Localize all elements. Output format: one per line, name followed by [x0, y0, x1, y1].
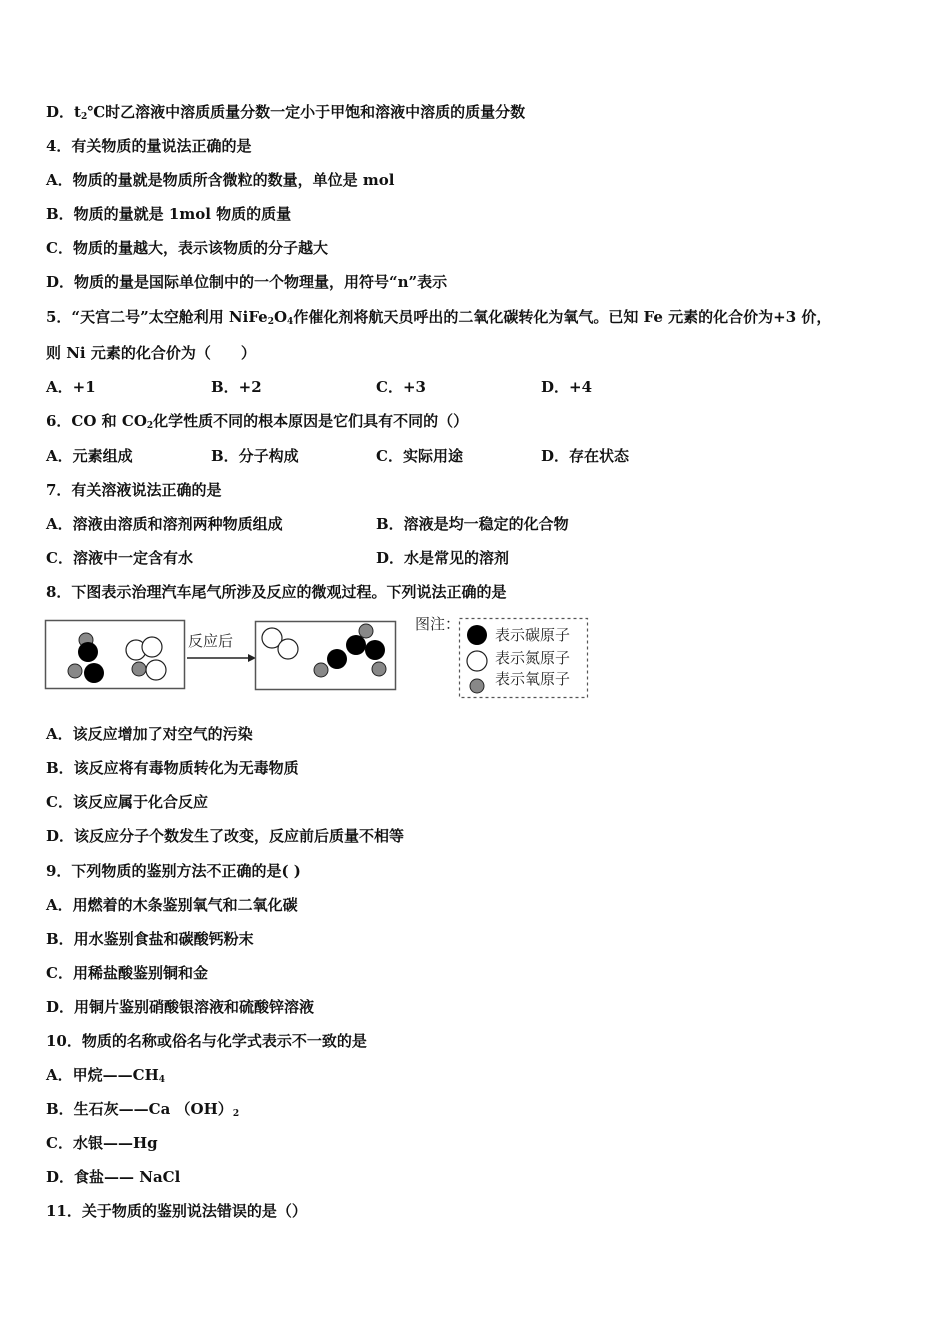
q4-option-c: C．物质的量越大，表示该物质的分子越大: [46, 239, 328, 257]
legend-title: 图注：: [415, 615, 461, 633]
reaction-diagram: [44, 612, 604, 704]
q9-option-c: C．用稀盐酸鉴别铜和金: [46, 964, 208, 982]
q8-option-b: B．该反应将有毒物质转化为无毒物质: [46, 759, 299, 777]
q8-stem: 8．下图表示治理汽车尾气所涉及反应的微观过程。下列说法正确的是: [46, 583, 507, 601]
q9-option-a: A．用燃着的木条鉴别氧气和二氧化碳: [46, 896, 298, 914]
q3-option-d: D．$t_2℃$时乙溶液中溶质质量分数一定小于甲饱和溶液中溶质的质量分数: [46, 103, 526, 122]
q9-option-b: B．用水鉴别食盐和碳酸钙粉末: [46, 930, 254, 948]
q4-option-d: D．物质的量是国际单位制中的一个物理量，用符号“n”表示: [46, 273, 448, 291]
q11-stem: 11．关于物质的鉴别说法错误的是（）: [46, 1202, 307, 1220]
legend-carbon-label: 表示碳原子: [495, 626, 571, 644]
carbon-atom-legend-icon: [467, 625, 487, 645]
oxygen-atom-legend-icon: [470, 679, 484, 693]
q7-option-a: A．溶液由溶质和溶剂两种物质组成: [46, 515, 283, 533]
q8-option-c: C．该反应属于化合反应: [46, 793, 208, 811]
q4-option-a: A．物质的量就是物质所含微粒的数量，单位是 mol: [46, 171, 395, 189]
q9-stem: 9．下列物质的鉴别方法不正确的是( ): [46, 862, 301, 880]
reaction-arrow: [187, 654, 256, 662]
q10-option-b: B．生石灰——Ca $(OH)_2$: [46, 1100, 240, 1119]
q8-option-d: D．该反应分子个数发生了改变，反应前后质量不相等: [46, 827, 405, 845]
q9-option-d: D．用铜片鉴别硝酸银溶液和硫酸锌溶液: [46, 998, 315, 1016]
q6-stem: 6．CO 和 $CO_2$化学性质不同的根本原因是它们具有不同的（）: [46, 412, 469, 431]
q5-option-a: A．+1: [46, 378, 96, 396]
q7-option-d: D．水是常见的溶剂: [376, 549, 510, 567]
legend-nitrogen-label: 表示氮原子: [495, 649, 571, 667]
q5-stem-continued: 则 Ni 元素的化合价为（ ）: [46, 344, 256, 362]
legend-oxygen-label: 表示氧原子: [495, 670, 571, 688]
before-reaction-box: [46, 621, 185, 689]
q10-option-c: C．水银——Hg: [46, 1134, 158, 1152]
q10-option-a: A．甲烷$——CH_4$: [46, 1066, 166, 1085]
arrow-label: 反应后: [188, 632, 234, 650]
q5-stem: 5．“天宫二号”太空舱利用 $NiFe_2O_4$作催化剂将航天员呼出的二氧化碳转化为氧气。已知 Fe 元素的化合价为+3 价，: [46, 308, 832, 327]
q4-stem: 4．有关物质的量说法正确的是: [46, 137, 252, 155]
q6-option-c: C．实际用途: [376, 447, 463, 465]
q7-stem: 7．有关溶液说法正确的是: [46, 481, 222, 499]
q5-option-b: B．+2: [211, 378, 262, 396]
q10-stem: 10．物质的名称或俗名与化学式表示不一致的是: [46, 1032, 367, 1050]
q6-option-d: D．存在状态: [541, 447, 630, 465]
q5-option-c: C．+3: [376, 378, 426, 396]
q8-option-a: A．该反应增加了对空气的污染: [46, 725, 253, 743]
q6-option-b: B．分子构成: [211, 447, 299, 465]
q7-option-b: B．溶液是均一稳定的化合物: [376, 515, 569, 533]
q7-option-c: C．溶液中一定含有水: [46, 549, 193, 567]
q6-option-a: A．元素组成: [46, 447, 133, 465]
nitrogen-atom-legend-icon: [467, 651, 487, 671]
q5-option-d: D．+4: [541, 378, 593, 396]
q4-option-b: B．物质的量就是 1mol 物质的质量: [46, 205, 292, 223]
q10-option-d: D．食盐—— NaCl: [46, 1168, 181, 1186]
